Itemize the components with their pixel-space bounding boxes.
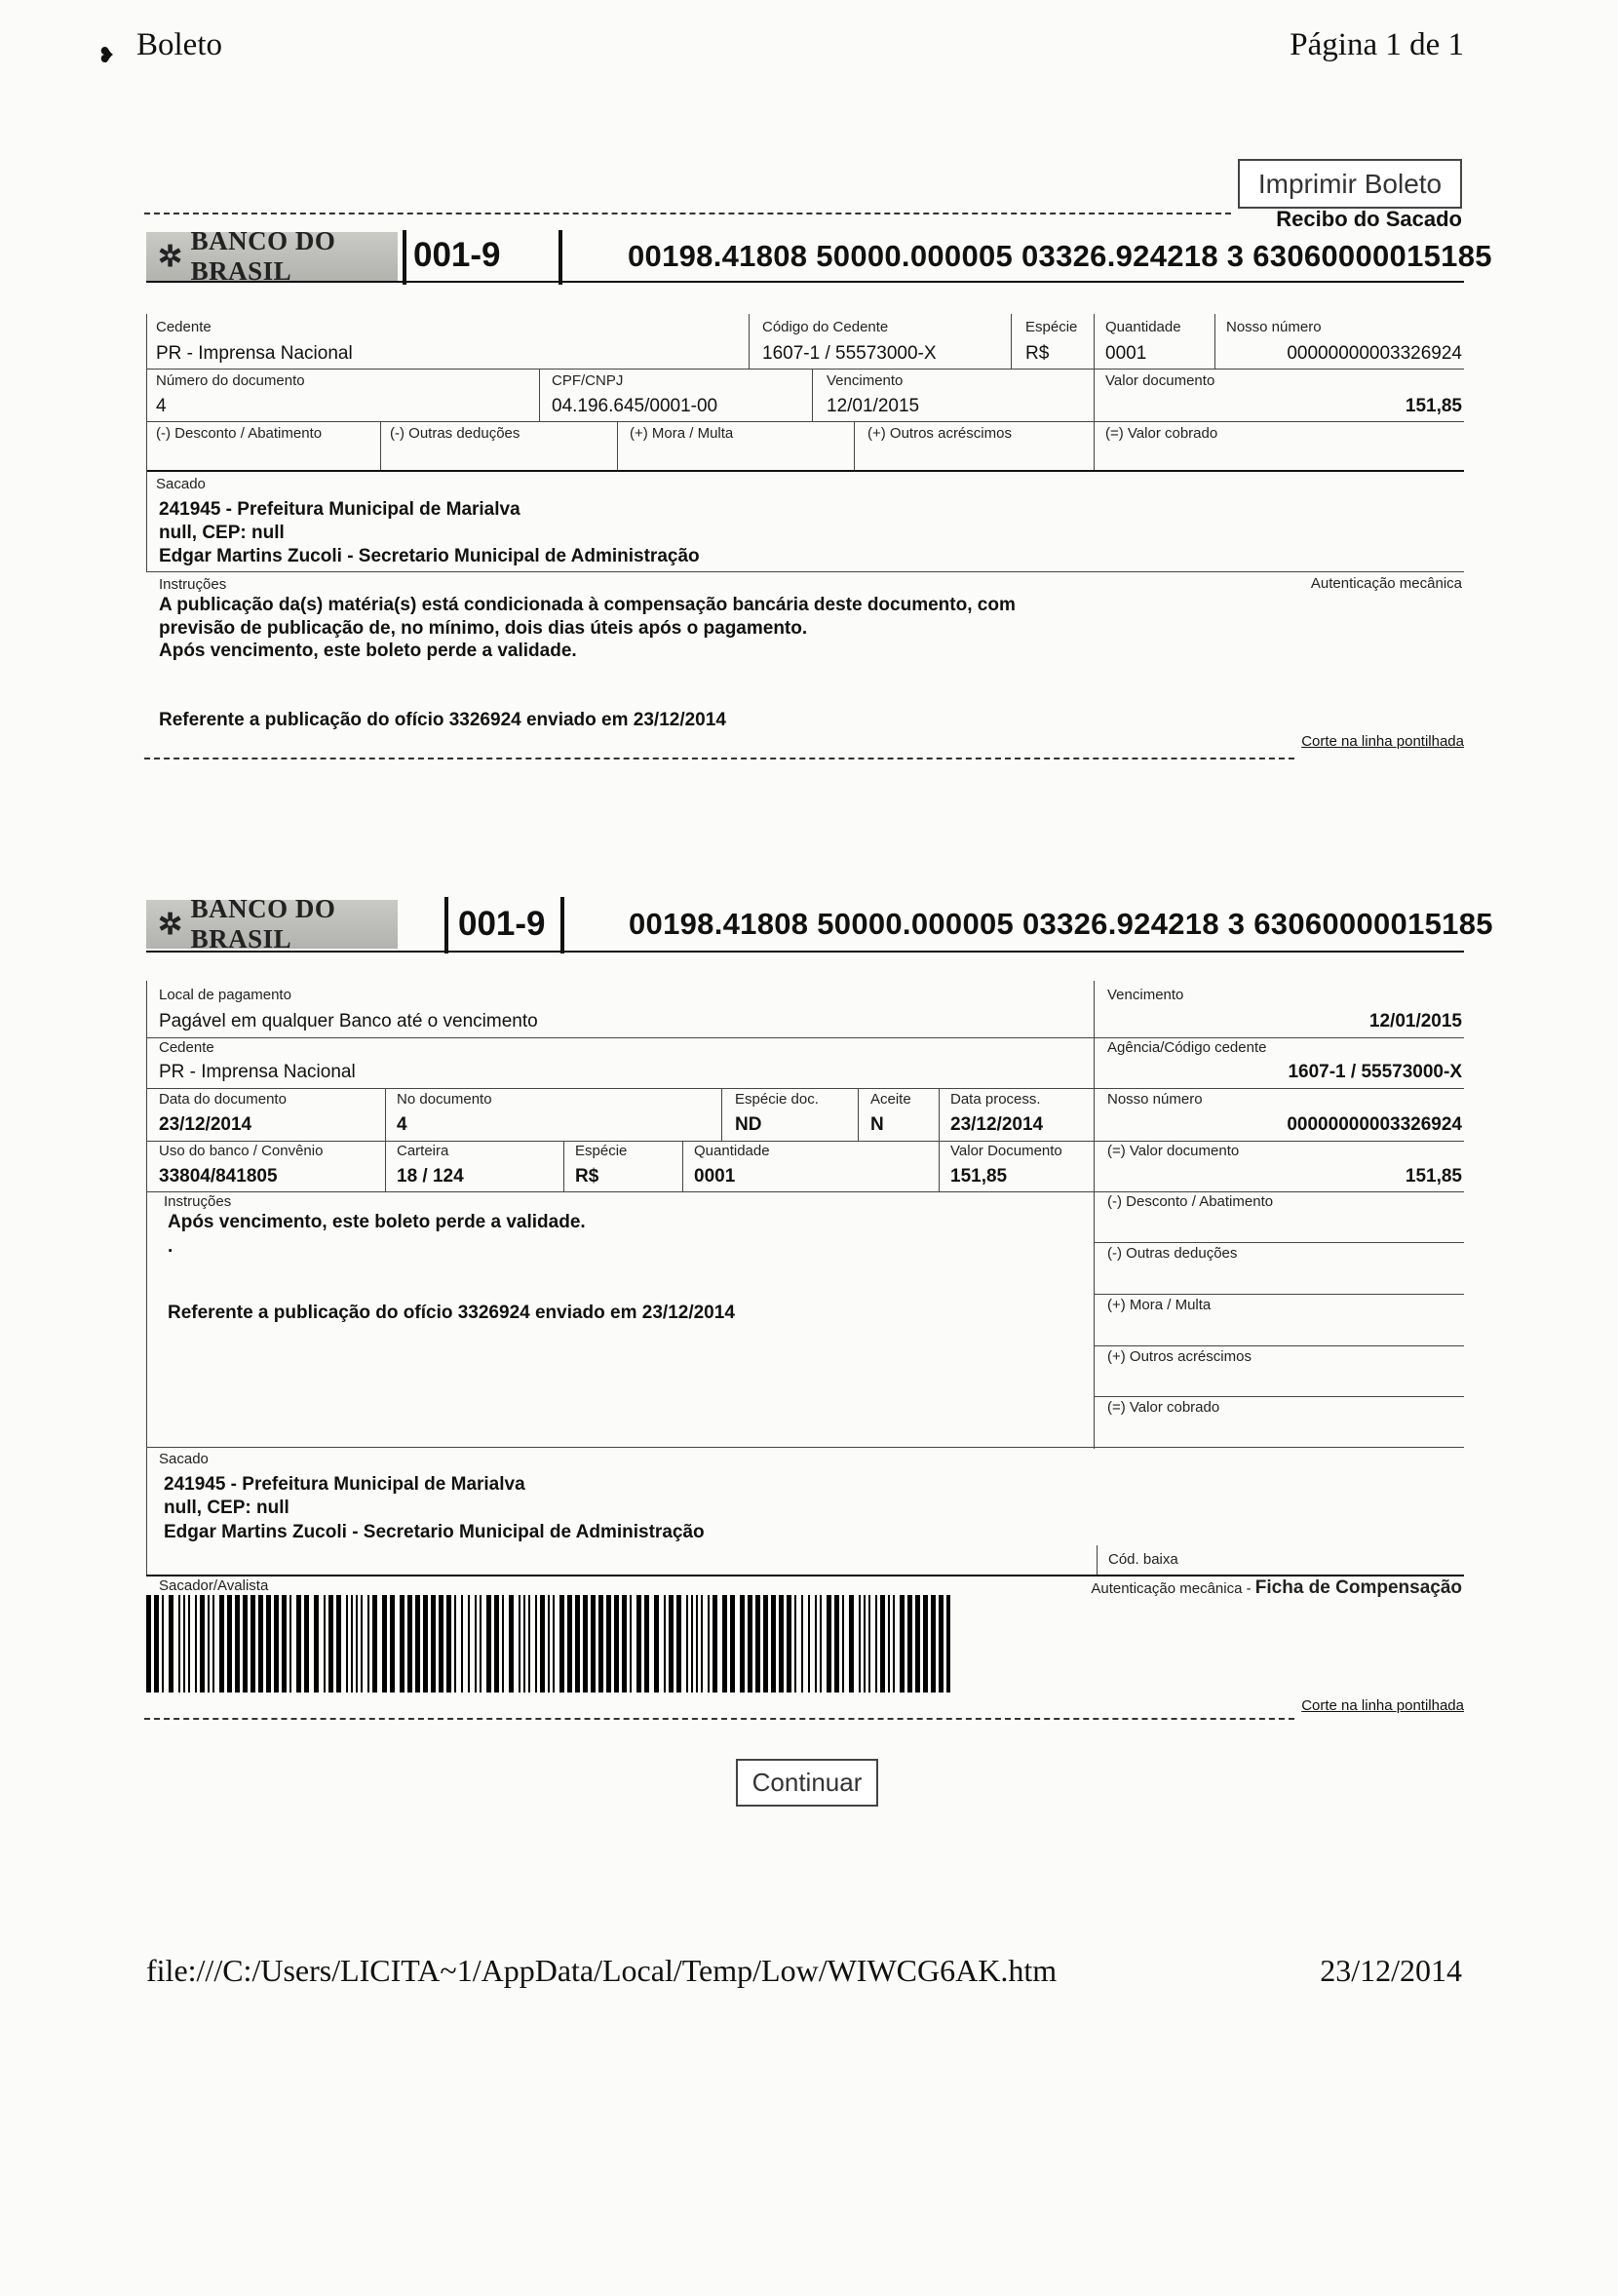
print-boleto-button[interactable]: Imprimir Boleto xyxy=(1238,159,1462,209)
uso-banco-value: 33804/841805 xyxy=(159,1166,278,1187)
ficha-nosso-numero-value: 00000000003326924 xyxy=(1287,1114,1462,1135)
barcode-bar xyxy=(691,1595,693,1693)
barcode-bar xyxy=(461,1595,463,1693)
ficha-sacado-line: 241945 - Prefeitura Municipal de Marialva xyxy=(164,1474,525,1495)
barcode-bar xyxy=(880,1595,885,1693)
header-underline xyxy=(146,281,1464,283)
barcode-bar xyxy=(372,1595,377,1693)
local-pagamento-label: Local de pagamento xyxy=(159,987,291,1003)
barcode-bar xyxy=(535,1595,537,1693)
nosso-numero-label: Nosso número xyxy=(1226,319,1322,335)
barcode-bar xyxy=(583,1595,588,1693)
barcode-bar xyxy=(708,1595,710,1693)
ficha-vencimento-label: Vencimento xyxy=(1107,987,1184,1003)
barcode-bar xyxy=(296,1595,301,1693)
barcode-bar xyxy=(208,1595,210,1693)
cedente-label: Cedente xyxy=(156,319,212,335)
barcode-bar xyxy=(351,1595,353,1693)
barcode-bar xyxy=(468,1595,470,1693)
barcode-bar xyxy=(258,1595,263,1693)
barcode-bar xyxy=(154,1595,159,1693)
especie-doc-label: Espécie doc. xyxy=(735,1091,819,1108)
barcode-bar xyxy=(178,1595,180,1693)
barcode-bar xyxy=(696,1595,698,1693)
ficha-mora-multa-label: (+) Mora / Multa xyxy=(1107,1297,1212,1313)
barcode-bar xyxy=(794,1595,796,1693)
barcode-bar xyxy=(183,1595,185,1693)
barcode-bar xyxy=(591,1595,596,1693)
cpf-cnpj-value: 04.196.645/0001-00 xyxy=(552,396,718,416)
referente-text: Referente a publicação do ofício 3326924 enviado em 23/12/2014 xyxy=(159,710,726,730)
ficha-instrucoes-label: Instruções xyxy=(164,1193,232,1210)
ficha-especie-label: Espécie xyxy=(575,1143,628,1159)
barcode-bar xyxy=(540,1595,545,1693)
barcode-bar xyxy=(868,1595,870,1693)
barcode-bar xyxy=(200,1595,205,1693)
ficha-desconto-label: (-) Desconto / Abatimento xyxy=(1107,1193,1274,1210)
cut-line xyxy=(144,1718,1294,1720)
especie-value: R$ xyxy=(1025,343,1050,364)
barcode-bar xyxy=(235,1595,240,1693)
ficha-outras-deducoes-label: (-) Outras deduções xyxy=(1107,1245,1238,1262)
valor-documento-value: 151,85 xyxy=(1405,396,1462,416)
barcode-bar xyxy=(274,1595,279,1693)
barcode-bar xyxy=(779,1595,784,1693)
barcode-bar xyxy=(523,1595,525,1693)
barcode-bar xyxy=(740,1595,745,1693)
especie-doc-value: ND xyxy=(735,1114,762,1135)
recibo-do-sacado-label: Recibo do Sacado xyxy=(1276,207,1462,231)
barcode-bar xyxy=(686,1595,688,1693)
barcode-bar xyxy=(266,1595,271,1693)
barcode-bar xyxy=(859,1595,861,1693)
barcode-bar xyxy=(939,1595,944,1693)
ficha-autenticacao-label: Autenticação mecânica - Ficha de Compensação xyxy=(1091,1577,1462,1598)
scan-mark: ❥ xyxy=(97,43,116,67)
barcode-bar xyxy=(575,1595,580,1693)
bank-logo: ✲ BANCO DO BRASIL xyxy=(146,232,398,281)
instrucoes-label: Instruções xyxy=(159,576,227,593)
especie-label: Espécie xyxy=(1025,319,1078,335)
barcode-bar xyxy=(282,1595,287,1693)
barcode-bar xyxy=(219,1595,224,1693)
quantidade-label: Quantidade xyxy=(1105,319,1181,335)
footer-date: 23/12/2014 xyxy=(1320,1953,1462,1988)
cedente-value: PR - Imprensa Nacional xyxy=(156,343,353,364)
bank-logo: ✲ BANCO DO BRASIL xyxy=(146,900,398,949)
barcode-bar xyxy=(787,1595,791,1693)
quantidade-value: 0001 xyxy=(1105,343,1147,364)
cpf-cnpj-label: CPF/CNPJ xyxy=(552,372,624,389)
barcode-bar xyxy=(548,1595,550,1693)
linha-digitavel: 00198.41808 50000.000005 03326.924218 3 63060000015185 xyxy=(629,907,1493,941)
barcode-bar xyxy=(519,1595,520,1693)
barcode-bar xyxy=(931,1595,936,1693)
ficha-vencimento-value: 12/01/2015 xyxy=(1368,1011,1462,1031)
barcode-bar xyxy=(361,1595,363,1693)
data-documento-value: 23/12/2014 xyxy=(159,1114,252,1135)
barcode-bar xyxy=(486,1595,491,1693)
barcode-bar xyxy=(480,1595,482,1693)
nosso-numero-value: 00000000003326924 xyxy=(1287,343,1462,364)
barcode-bar xyxy=(188,1595,190,1693)
barcode-bar xyxy=(356,1595,358,1693)
barcode-bar xyxy=(502,1595,504,1693)
barcode-bar xyxy=(528,1595,530,1693)
sacado-line: Edgar Martins Zucoli - Secretario Municipal de Administração xyxy=(159,546,700,566)
barcode-bar xyxy=(907,1595,912,1693)
no-documento-value: 4 xyxy=(397,1114,407,1135)
agencia-label: Agência/Código cedente xyxy=(1107,1039,1267,1056)
barcode-bar xyxy=(834,1595,839,1693)
header-divider xyxy=(403,230,406,285)
mora-multa-label: (+) Mora / Multa xyxy=(630,425,734,442)
barcode-bar xyxy=(820,1595,822,1693)
ficha-valor-cobrado-label: (=) Valor cobrado xyxy=(1107,1399,1220,1416)
barcode-bar xyxy=(730,1595,735,1693)
valor-documento-label: Valor documento xyxy=(1105,372,1215,389)
barcode-bar xyxy=(195,1595,197,1693)
ficha-sacado-label: Sacado xyxy=(159,1451,209,1467)
ficha-sacado-line: Edgar Martins Zucoli - Secretario Municipal de Administração xyxy=(164,1522,705,1542)
barcode-bar xyxy=(614,1595,619,1693)
page-number: Página 1 de 1 xyxy=(1290,27,1464,62)
barcode-bar xyxy=(390,1595,395,1693)
barcode-bar xyxy=(713,1595,717,1693)
ficha-valor-documento-label: (=) Valor documento xyxy=(1107,1143,1240,1159)
barcode-bar xyxy=(289,1595,291,1693)
cod-baixa-label: Cód. baixa xyxy=(1108,1551,1178,1568)
instrucao-line: previsão de publicação de, no mínimo, dois dias úteis após o pagamento. xyxy=(159,618,808,639)
barcode-bar xyxy=(250,1595,255,1693)
instrucao-line: Após vencimento, este boleto perde a validade. xyxy=(159,641,577,661)
barcode-bar xyxy=(212,1595,214,1693)
barcode-bar xyxy=(431,1595,436,1693)
ficha-cedente-label: Cedente xyxy=(159,1039,214,1056)
valor-documento-mid-label: Valor Documento xyxy=(950,1143,1062,1159)
data-process-value: 23/12/2014 xyxy=(950,1114,1044,1135)
barcode-bar xyxy=(400,1595,404,1693)
ficha-sacado-line: null, CEP: null xyxy=(164,1498,289,1518)
barcode-bar xyxy=(644,1595,649,1693)
barcode-bar xyxy=(475,1595,477,1693)
barcode-bar xyxy=(382,1595,387,1693)
barcode-bar xyxy=(763,1595,768,1693)
barcode-bar xyxy=(559,1595,564,1693)
bank-code: 001-9 xyxy=(413,236,501,274)
barcode-bar xyxy=(888,1595,890,1693)
ficha-quantidade-value: 0001 xyxy=(694,1166,736,1187)
barcode-bar xyxy=(827,1595,831,1693)
barcode xyxy=(146,1595,950,1693)
header-divider xyxy=(560,897,564,953)
ficha-instrucao-dot: . xyxy=(168,1236,173,1257)
barcode-bar xyxy=(771,1595,776,1693)
barcode-bar xyxy=(169,1595,173,1693)
agencia-value: 1607-1 / 55573000-X xyxy=(1288,1062,1462,1082)
barcode-bar xyxy=(664,1595,666,1693)
outras-deducoes-label: (-) Outras deduções xyxy=(390,425,520,442)
sacado-line: null, CEP: null xyxy=(159,523,285,543)
barcode-bar xyxy=(849,1595,854,1693)
barcode-bar xyxy=(407,1595,412,1693)
barcode-bar xyxy=(676,1595,681,1693)
vencimento-value: 12/01/2015 xyxy=(827,396,920,416)
barcode-bar xyxy=(748,1595,752,1693)
barcode-bar xyxy=(815,1595,817,1693)
barcode-bar xyxy=(415,1595,420,1693)
barcode-bar xyxy=(509,1595,514,1693)
barcode-bar xyxy=(636,1595,641,1693)
ficha-referente-text: Referente a publicação do ofício 3326924 enviado em 23/12/2014 xyxy=(168,1303,735,1323)
aceite-value: N xyxy=(870,1114,884,1135)
barcode-bar xyxy=(701,1595,703,1693)
barcode-bar xyxy=(915,1595,920,1693)
barcode-bar xyxy=(801,1595,803,1693)
barcode-bar xyxy=(227,1595,232,1693)
barcode-bar xyxy=(314,1595,319,1693)
barcode-bar xyxy=(598,1595,603,1693)
valor-documento-mid-value: 151,85 xyxy=(950,1166,1008,1187)
sacador-avalista-label: Sacador/Avalista xyxy=(159,1577,269,1594)
barcode-bar xyxy=(304,1595,309,1693)
codigo-cedente-label: Código do Cedente xyxy=(762,319,889,335)
barcode-bar xyxy=(622,1595,627,1693)
cut-line-top xyxy=(144,213,1231,214)
aceite-label: Aceite xyxy=(870,1091,911,1108)
vencimento-label: Vencimento xyxy=(827,372,904,389)
header-divider xyxy=(444,897,448,953)
sacado-label: Sacado xyxy=(156,476,206,492)
corte-label: Corte na linha pontilhada xyxy=(1301,733,1464,750)
ficha-nosso-numero-label: Nosso número xyxy=(1107,1091,1203,1108)
carteira-value: 18 / 124 xyxy=(397,1166,464,1187)
barcode-bar xyxy=(567,1595,572,1693)
barcode-bar xyxy=(893,1595,895,1693)
uso-banco-label: Uso do banco / Convênio xyxy=(159,1143,324,1159)
barcode-bar xyxy=(864,1595,866,1693)
carteira-label: Carteira xyxy=(397,1143,449,1159)
barcode-bar xyxy=(367,1595,369,1693)
ficha-quantidade-label: Quantidade xyxy=(694,1143,770,1159)
instrucao-line: A publicação da(s) matéria(s) está condicionada à compensação bancária deste documento, com xyxy=(159,595,1016,615)
barcode-bar xyxy=(243,1595,248,1693)
linha-digitavel: 00198.41808 50000.000005 03326.924218 3 63060000015185 xyxy=(628,239,1492,273)
barcode-bar xyxy=(454,1595,456,1693)
footer-file-path: file:///C:/Users/LICITA~1/AppData/Local/Temp/Low/WIWCG6AK.htm xyxy=(146,1953,1058,1988)
bb-logo-icon: ✲ xyxy=(158,908,183,941)
barcode-bar xyxy=(900,1595,905,1693)
numero-documento-label: Número do documento xyxy=(156,372,305,389)
header-divider xyxy=(559,230,562,285)
barcode-bar xyxy=(923,1595,928,1693)
barcode-bar xyxy=(446,1595,451,1693)
continuar-button[interactable]: Continuar xyxy=(736,1759,878,1807)
numero-documento-value: 4 xyxy=(156,396,167,416)
ficha-especie-value: R$ xyxy=(575,1166,599,1187)
barcode-bar xyxy=(346,1595,348,1693)
corte-label: Corte na linha pontilhada xyxy=(1301,1697,1464,1714)
barcode-bar xyxy=(946,1595,950,1693)
page-title: Boleto xyxy=(136,27,222,62)
valor-cobrado-label: (=) Valor cobrado xyxy=(1105,425,1218,442)
barcode-bar xyxy=(630,1595,632,1693)
ficha-compensacao-title: Ficha de Compensação xyxy=(1254,1577,1462,1598)
data-documento-label: Data do documento xyxy=(159,1091,287,1108)
barcode-bar xyxy=(336,1595,341,1693)
no-documento-label: No documento xyxy=(397,1091,492,1108)
barcode-bar xyxy=(875,1595,877,1693)
autenticacao-mecanica-label: Autenticação mecânica xyxy=(1310,575,1462,592)
ficha-outros-acrescimos-label: (+) Outros acréscimos xyxy=(1107,1348,1252,1365)
barcode-bar xyxy=(423,1595,428,1693)
data-process-label: Data process. xyxy=(950,1091,1041,1108)
bank-code: 001-9 xyxy=(458,905,546,943)
sacado-line: 241945 - Prefeitura Municipal de Marialva xyxy=(159,499,520,520)
barcode-bar xyxy=(842,1595,844,1693)
barcode-bar xyxy=(654,1595,659,1693)
barcode-bar xyxy=(439,1595,443,1693)
barcode-bar xyxy=(755,1595,760,1693)
desconto-label: (-) Desconto / Abatimento xyxy=(156,425,323,442)
barcode-bar xyxy=(669,1595,674,1693)
ficha-cedente-value: PR - Imprensa Nacional xyxy=(159,1062,356,1082)
ficha-instrucao-line: Após vencimento, este boleto perde a validade. xyxy=(168,1212,586,1232)
local-pagamento-value: Pagável em qualquer Banco até o vencimento xyxy=(159,1011,538,1031)
barcode-bar xyxy=(328,1595,333,1693)
bb-logo-icon: ✲ xyxy=(158,240,183,273)
barcode-bar xyxy=(324,1595,326,1693)
barcode-bar xyxy=(606,1595,611,1693)
barcode-bar xyxy=(162,1595,164,1693)
barcode-bar xyxy=(553,1595,555,1693)
codigo-cedente-value: 1607-1 / 55573000-X xyxy=(762,343,937,364)
ficha-valor-documento-value: 151,85 xyxy=(1405,1166,1462,1187)
barcode-bar xyxy=(146,1595,151,1693)
header-underline xyxy=(146,951,1464,953)
barcode-bar xyxy=(808,1595,810,1693)
barcode-bar xyxy=(494,1595,499,1693)
outros-acrescimos-label: (+) Outros acréscimos xyxy=(867,425,1012,442)
barcode-bar xyxy=(722,1595,727,1693)
cut-line xyxy=(144,758,1294,759)
